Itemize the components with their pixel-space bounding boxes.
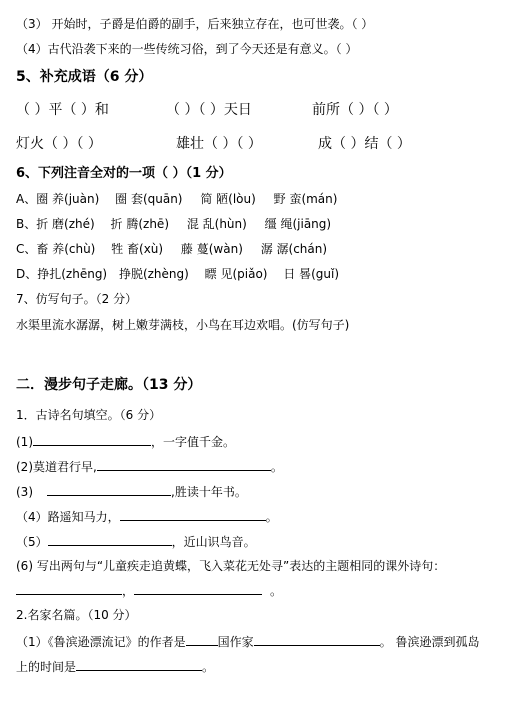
poem-line-2	[16, 458, 283, 475]
answer-blank[interactable]	[186, 633, 218, 646]
poem-3-text: ,胜读十年书。	[171, 485, 247, 499]
poem-line-5	[16, 533, 256, 550]
option-a-4: 野 蛮(mán)	[273, 192, 338, 206]
poem-5-text: ，近山识鸟音。	[171, 535, 256, 549]
answer-blank[interactable]	[16, 582, 122, 595]
poem-1-text: ，一字值千金。	[151, 435, 236, 449]
option-c-1: C、畜 养(chù)	[16, 242, 96, 256]
s2-q2-title: 2.名家名篇。（10 分）	[16, 608, 137, 622]
option-c-3: 藤 蔓(wàn)	[180, 242, 243, 256]
poem-4-end: 。	[265, 510, 278, 524]
option-d-3: 瞟 见(piǎo)	[204, 267, 268, 281]
answer-blank[interactable]	[120, 508, 266, 521]
q5-title: 5、补充成语（6 分）	[16, 69, 153, 85]
idiom-6: 成（ ）结（ ）	[318, 136, 411, 152]
poem-line-3	[16, 483, 247, 500]
option-d-4: 日 晷(guǐ)	[283, 267, 340, 281]
reading-2-text: 上的时间是	[16, 660, 77, 674]
poem-line-1	[16, 433, 235, 450]
poem-3-num: (3)	[16, 485, 33, 499]
option-b-3: 混 乱(hùn)	[186, 217, 247, 231]
answer-blank[interactable]	[254, 633, 380, 646]
option-c-2: 牲 畜(xù)	[111, 242, 164, 256]
poem-6-comma: ，	[122, 584, 135, 598]
poem-5-num: （5）	[16, 535, 48, 549]
poem-6-end: 。	[270, 584, 283, 598]
answer-blank[interactable]	[97, 458, 271, 471]
option-a	[16, 191, 337, 207]
s2-q1-title: 1．古诗名句填空。（6 分）	[16, 408, 162, 422]
option-b-4: 缰 绳(jiāng)	[264, 217, 332, 231]
poem-4-text: （4）路遥知马力，	[16, 510, 120, 524]
idiom-3: 前所（ ）（ ）	[312, 102, 398, 118]
answer-blank[interactable]	[134, 582, 262, 595]
option-d	[16, 266, 339, 282]
reading-line-1	[16, 633, 479, 650]
section-2-title: 二．漫步句子走廊。（13 分）	[16, 377, 202, 393]
reading-line-2	[16, 658, 214, 675]
poem-line-4	[16, 508, 278, 525]
answer-blank[interactable]	[76, 658, 202, 671]
reading-1-mid: 国作家	[217, 635, 254, 649]
poem-2-end: 。	[270, 460, 283, 474]
reading-1-end: 。 鲁滨逊漂到孤岛	[379, 635, 480, 649]
idiom-5: 雄壮（ ）（ ）	[176, 136, 262, 152]
option-a-3: 简 陋(lòu)	[200, 192, 256, 206]
q7-title: 7、仿写句子。（2 分）	[16, 292, 138, 306]
option-d-1: D、挣扎(zhēng)	[16, 267, 108, 281]
reading-1-text: （1）《鲁滨逊漂流记》的作者是	[16, 635, 186, 649]
poem-2-text: (2)莫道君行早,	[16, 460, 97, 474]
q6-title: 6、下列注音全对的一项（ ）（1 分）	[16, 166, 232, 181]
option-b-1: B、折 磨(zhé)	[16, 217, 95, 231]
poem-line-6: (6) 写出两句与“儿童疾走追黄蝶，飞入菜花无处寻”表达的主题相同的课外诗句：	[16, 559, 446, 573]
answer-blank[interactable]	[47, 483, 171, 496]
option-b	[16, 216, 331, 232]
option-c-4: 潺 潺(chán)	[260, 242, 328, 256]
poem-1-num: (1)	[16, 435, 33, 449]
q7-text: 水渠里流水潺潺，树上嫩芽满枝，小鸟在耳边欢唱。(仿写句子)	[16, 318, 350, 332]
tf-item-4: （4）古代沿袭下来的一些传统习俗，到了今天还是有意义。（ ）	[16, 42, 358, 56]
poem-line-6-answers	[16, 582, 282, 599]
idiom-4: 灯火（ ）（ ）	[16, 136, 102, 152]
option-c	[16, 241, 327, 257]
option-a-1: A、圈 养(juàn)	[16, 192, 100, 206]
option-b-2: 折 腾(zhē)	[110, 217, 169, 231]
option-d-2: 挣脱(zhèng)	[118, 267, 189, 281]
idiom-1: （ ）平（ ）和	[16, 102, 109, 118]
tf-item-3: （3） 开始时，子爵是伯爵的副手，后来独立存在，也可世袭。（ ）	[16, 17, 374, 31]
idiom-2: （ ）（ ）天日	[166, 102, 252, 118]
answer-blank[interactable]	[33, 433, 151, 446]
answer-blank[interactable]	[48, 533, 172, 546]
reading-2-end: 。	[202, 660, 215, 674]
option-a-2: 圈 套(quān)	[115, 192, 183, 206]
